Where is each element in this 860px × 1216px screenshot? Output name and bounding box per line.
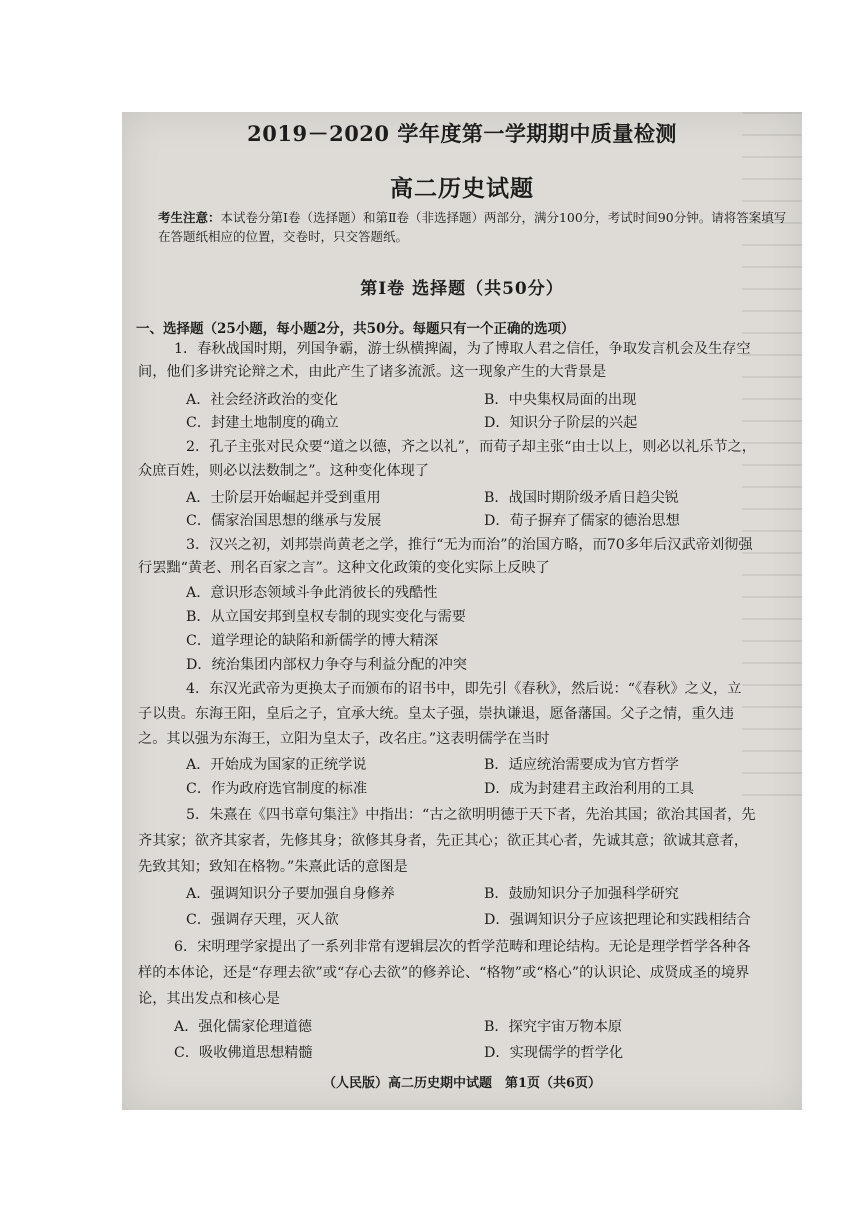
- q1-option-a: A．社会经济政治的变化: [186, 392, 339, 408]
- q1-option-c: C．封建土地制度的确立: [186, 415, 339, 431]
- q3-option-b: B．从立国安邦到皇权专制的现实变化与需要: [186, 609, 466, 625]
- q1-option-b: B．中央集权局面的出现: [484, 392, 637, 408]
- q6-option-b: B．探究宇宙万物本原: [484, 1019, 623, 1035]
- q5-option-d: D．强调知识分子应该把理论和实践相结合: [484, 912, 751, 928]
- q6-option-a: A．强化儒家伦理道德: [174, 1019, 312, 1035]
- notice-text: 本试卷分第Ⅰ卷（选择题）和第Ⅱ卷（非选择题）两部分，满分100分，考试时间90分钟。请将答案填写在答题纸相应的位置，交卷时，只交答题纸。: [158, 210, 787, 244]
- q4-option-c: C．作为政府选官制度的标准: [186, 781, 368, 797]
- q3-option-d: D．统治集团内部权力争夺与利益分配的冲突: [186, 657, 467, 673]
- q3-option-a: A．意识形态领域斗争此消彼长的残酷性: [186, 585, 438, 601]
- notice-lead: 考生注意：: [158, 210, 221, 225]
- q5-option-a: A．强调知识分子要加强自身修养: [186, 886, 395, 902]
- q6-option-c: C．吸收佛道思想精髓: [174, 1045, 313, 1061]
- section-title: 第Ⅰ卷 选择题（共50分）: [360, 279, 564, 299]
- exam-page-scan: [122, 112, 802, 1110]
- q2-option-c: C．儒家治国思想的继承与发展: [186, 513, 382, 529]
- q4-line3: 之。其以强为东海王，立阳为皇太子，改名庄。”这表明儒学在当时: [138, 731, 550, 747]
- exam-subtitle: 高二历史试题: [390, 175, 534, 202]
- q1-option-d: D．知识分子阶层的兴起: [484, 415, 638, 431]
- exam-notice: [158, 208, 798, 246]
- q2-line2: 众庶百姓，则必以法数制之”。这种变化体现了: [138, 463, 430, 479]
- q5-line1: 5．朱熹在《四书章句集注》中指出：“古之欲明明德于天下者，先治其国；欲治其国者，先: [186, 807, 756, 823]
- q5-line3: 先致其知；致知在格物。”朱熹此话的意图是: [138, 859, 408, 875]
- q4-line1: 4．东汉光武帝为更换太子而颁布的诏书中，即先引《春秋》，然后说：“《春秋》之义，立: [186, 681, 742, 697]
- q3-option-c: C．道学理论的缺陷和新儒学的博大精深: [186, 633, 439, 649]
- q5-option-b: B．鼓励知识分子加强科学研究: [484, 886, 679, 902]
- q6-line3: 论，其出发点和核心是: [138, 991, 280, 1007]
- q4-option-b: B．适应统治需要成为官方哲学: [484, 757, 679, 773]
- q3-line1: 3．汉兴之初，刘邦崇尚黄老之学，推行“无为而治”的治国方略，而70多年后汉武帝刘彻强: [186, 537, 753, 553]
- q1-line1: 1．春秋战国时期，列国争霸，游士纵横捭阖，为了博取人君之信任，争取发言机会及生存空: [174, 341, 751, 357]
- section-instruction: 一、选择题（25小题，每小题2分，共50分。每题只有一个正确的选项）: [136, 321, 575, 337]
- q2-line1: 2．孔子主张对民众要“道之以德，齐之以礼”，而荀子却主张“由士以上，则必以礼乐节之，: [186, 439, 756, 455]
- page-footer: （人民版）高二历史期中试题 第1页（共6页）: [322, 1076, 602, 1091]
- q3-line2: 行罢黜“黄老、刑名百家之言”。这种文化政策的变化实际上反映了: [138, 560, 550, 576]
- q5-option-c: C．强调存天理，灭人欲: [186, 912, 339, 928]
- q2-option-d: D．荀子摒弃了儒家的德治思想: [484, 513, 680, 529]
- q6-option-d: D．实现儒学的哲学化: [484, 1045, 624, 1061]
- q1-line2: 间，他们多讲究论辩之术，由此产生了诸多流派。这一现象产生的大背景是: [138, 364, 607, 380]
- q4-option-a: A．开始成为国家的正统学说: [186, 757, 367, 773]
- q2-option-b: B．战国时期阶级矛盾日趋尖锐: [484, 490, 679, 506]
- exam-title: 2019－2020 学年度第一学期期中质量检测: [247, 121, 677, 146]
- q2-option-a: A．士阶层开始崛起并受到重用: [186, 490, 381, 506]
- q6-line2: 样的本体论，还是“存理去欲”或“存心去欲”的修养论、“格物”或“格心”的认识论、成贤成圣的境界: [138, 965, 750, 981]
- q6-line1: 6．宋明理学家提出了一系列非常有逻辑层次的哲学范畴和理论结构。无论是理学哲学各种各: [174, 939, 751, 955]
- q4-line2: 子以贵。东海王阳，皇后之子，宜承大统。皇太子强，崇执谦退，愿备藩国。父子之情，重久违: [138, 706, 734, 722]
- q4-option-d: D．成为封建君主政治利用的工具: [484, 781, 695, 797]
- q5-line2: 齐其家；欲齐其家者，先修其身；欲修其身者，先正其心；欲正其心者，先诚其意；欲诚其意者，: [138, 833, 749, 849]
